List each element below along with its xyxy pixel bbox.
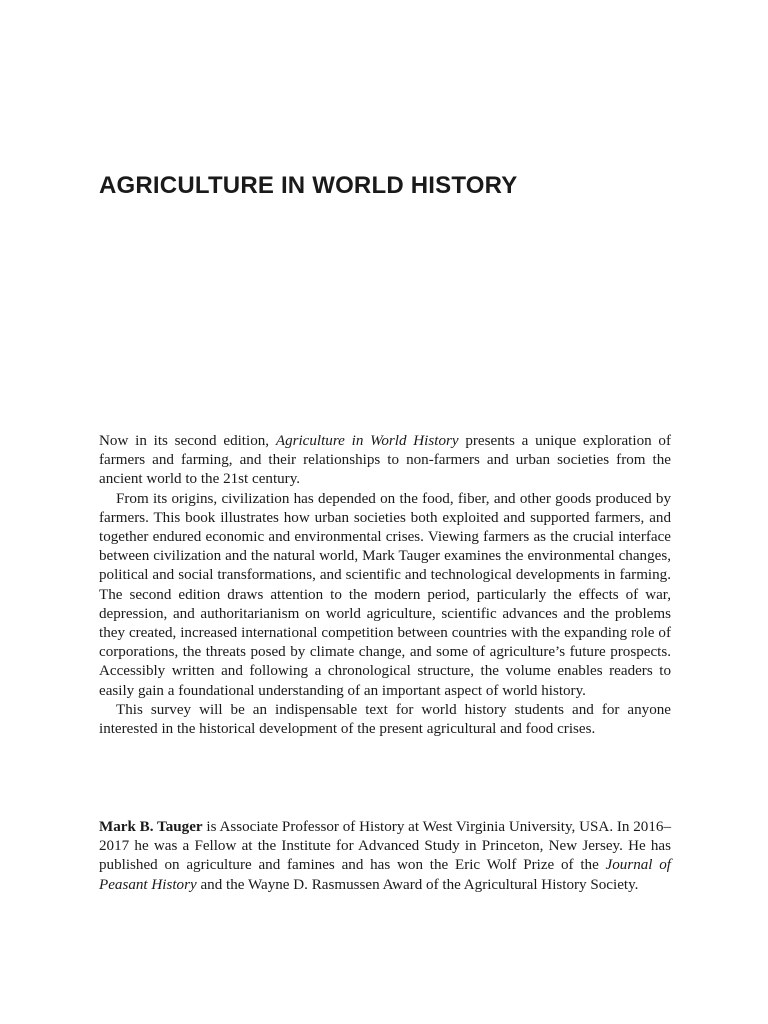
description-paragraph-3: This survey will be an indispensable text for world history students and for anyone interested in the historical development of the present agricultural and food crises. (99, 701, 671, 738)
author-bio-lead: is Associate Professor of History at West Virginia University, USA. In 2016–2017 he was a Fellow at the Institute for Advanced Study in Princeton, New Jersey. He has published on agriculture and famines and has won the Eric Wolf Prize of the (99, 819, 671, 874)
author-bio-rest: and the Wayne D. Rasmussen Award of the Agricultural History Society. (196, 876, 639, 893)
journal-title-italic: Journal of Peasant History (99, 857, 671, 893)
description-p1-rest: presents a unique exploration of farmers and farming, and their relationships to non-farmers and urban societies from the ancient world to the 21st century. (99, 433, 672, 488)
book-title-italic: Agriculture in World History (275, 433, 459, 449)
page-title: AGRICULTURE IN WORLD HISTORY (99, 172, 518, 199)
book-description (99, 432, 671, 739)
author-bio (99, 818, 671, 895)
description-p1-lead: Now in its second edition, (99, 433, 276, 449)
author-name: Mark B. Tauger (99, 819, 203, 835)
author-bio-paragraph (99, 818, 671, 895)
description-paragraph-1 (99, 432, 671, 490)
description-paragraph-2: From its origins, civilization has depended on the food, fiber, and other goods produced by farmers. This book illustrates how urban societies both exploited and supported farmers, and together endured economic and environmental crises. Viewing farmers as the crucial interface between civilization and the natural world, Mark Tauger examines the environmental changes, political and social transformations, and scientific and technological developments in farming. The second edition draws attention to the modern period, particularly the effects of war, depression, and authoritarianism on world agriculture, scientific advances and the problems they created, increased international competition between countries with the expanding role of corporations, the threats posed by climate change, and some of agriculture’s future prospects. Accessibly written and following a chronological structure, the volume enables readers to easily gain a foundational understanding of an important aspect of world history. (99, 490, 671, 699)
